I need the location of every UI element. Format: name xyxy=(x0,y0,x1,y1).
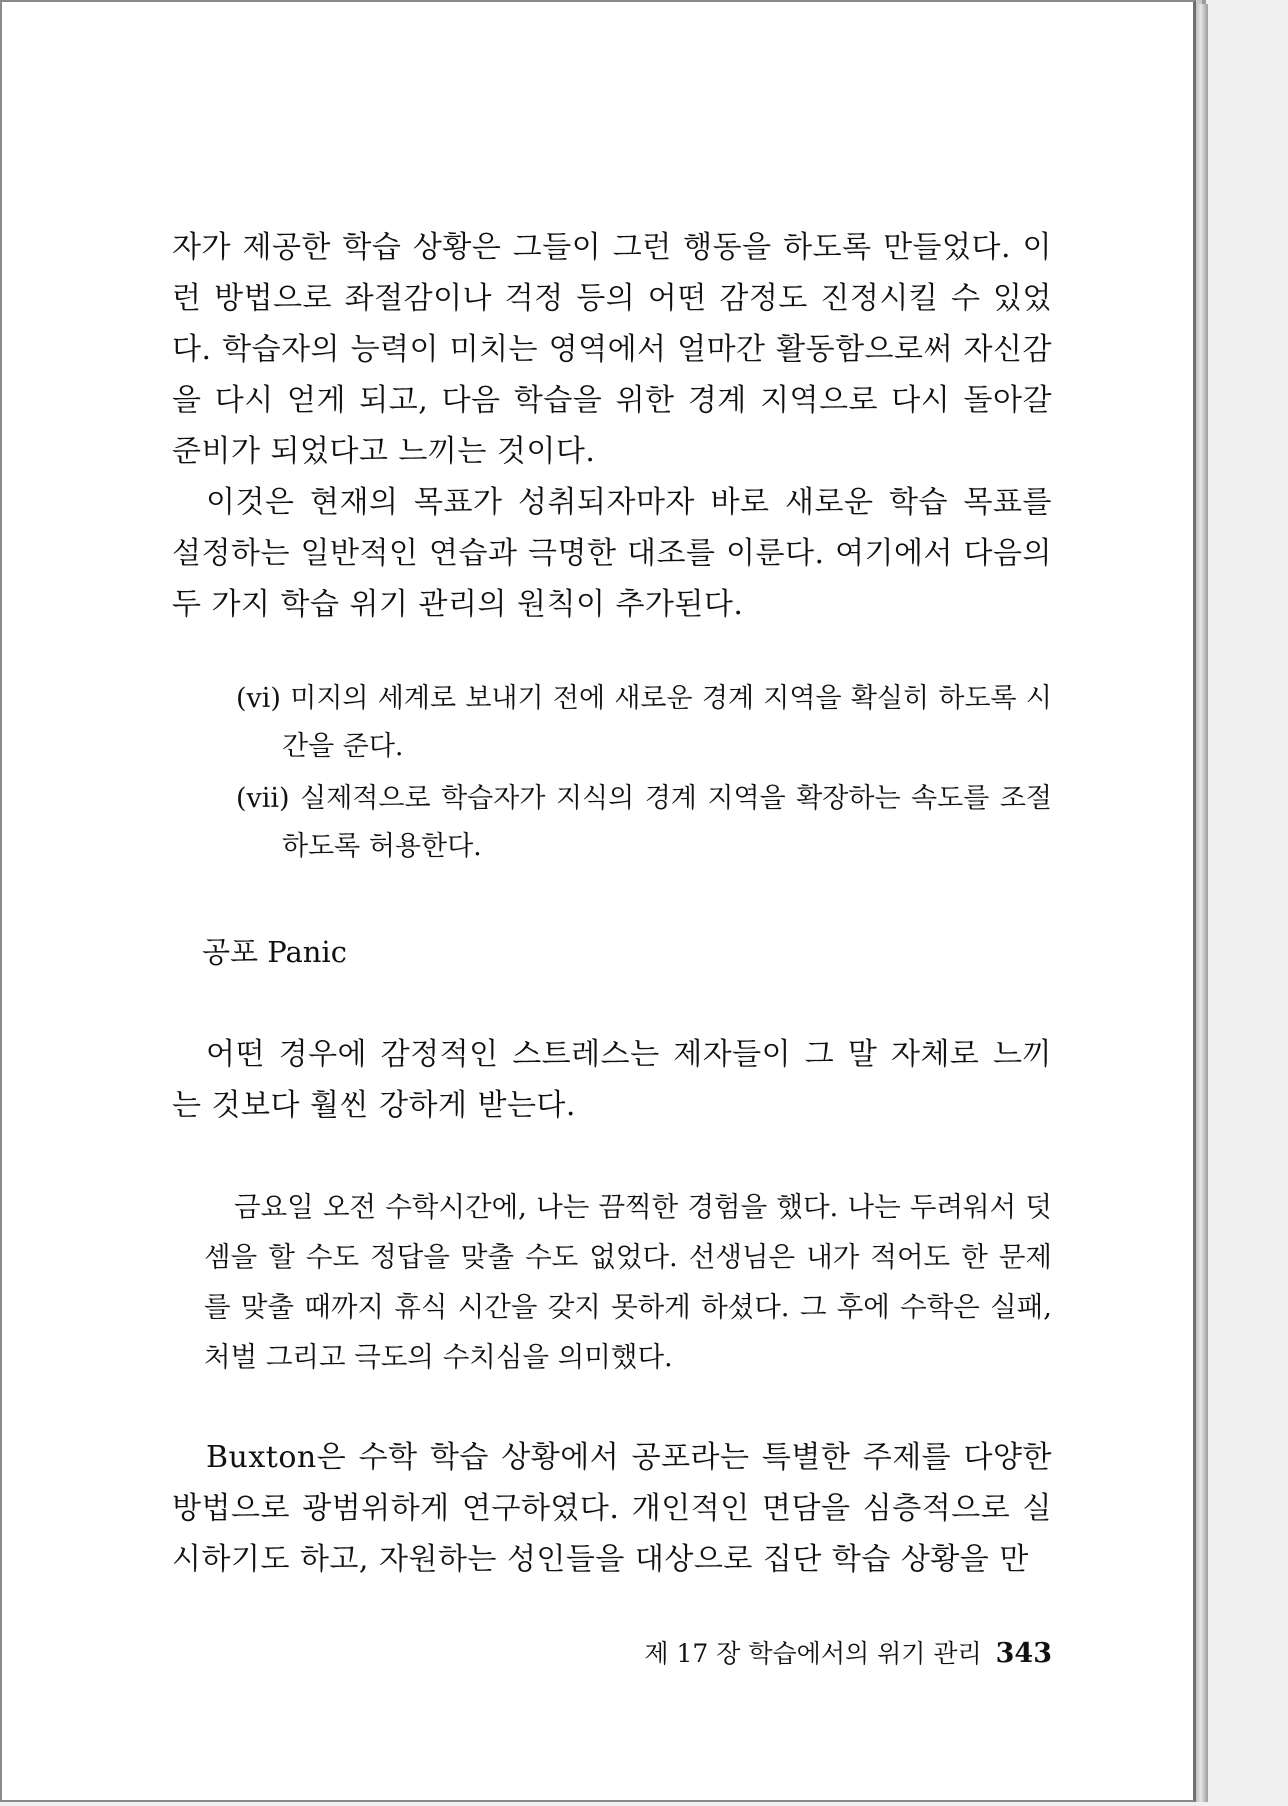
principle-label: (vii) xyxy=(236,783,290,814)
page-number: 343 xyxy=(995,1638,1052,1669)
running-footer xyxy=(644,1634,1052,1674)
principle-item-vii xyxy=(236,775,1052,871)
principle-text: 실제적으로 학습자가 지식의 경계 지역을 확장하는 속도를 조절하도록 허용한다. xyxy=(282,783,1052,862)
principle-text: 미지의 세계로 보내기 전에 새로운 경계 지역을 확실히 하도록 시간을 준다. xyxy=(282,683,1052,762)
paragraph-contrast: 이것은 현재의 목표가 성취되자마자 바로 새로운 학습 목표를 설정하는 일반적인 연습과 극명한 대조를 이룬다. 여기에서 다음의 두 가지 학습 위기 관리의 원칙이 추가된다. xyxy=(172,485,1052,622)
chapter-title: 제 17 장 학습에서의 위기 관리 xyxy=(644,1639,982,1668)
block-quote-experience: 금요일 오전 수학시간에, 나는 끔찍한 경험을 했다. 나는 두려워서 덧셈을 할 수도 정답을 맞출 수도 없었다. 선생님은 내가 적어도 한 문제를 맞출 때까지 휴식 시간을 갖지 못하게 하셨다. 그 후에 수학은 실패, 처벌 그리고 극도의 수치심을 의미했다. xyxy=(204,1191,1052,1373)
section-heading-panic: 공포 Panic xyxy=(202,935,347,969)
page-edge-shadow xyxy=(1196,4,1208,1802)
principle-label: (vi) xyxy=(236,683,281,714)
paragraph-continued: 자가 제공한 학습 상황은 그들이 그런 행동을 하도록 만들었다. 이런 방법으로 좌절감이나 걱정 등의 어떤 감정도 진정시킬 수 있었다. 학습자의 능력이 미치는 영역에서 얼마간 활동함으로써 자신감을 다시 얻게 되고, 다음 학습을 위한 경계 지역으로 다시 돌아갈 준비가 되었다고 느끼는 것이다. xyxy=(172,230,1052,469)
paragraph-emotional-stress: 어떤 경우에 감정적인 스트레스는 제자들이 그 말 자체로 느끼는 것보다 훨씬 강하게 받는다. xyxy=(172,1037,1052,1123)
paragraph-buxton: Buxton은 수학 학습 상황에서 공포라는 특별한 주제를 다양한 방법으로 광범위하게 연구하였다. 개인적인 면담을 심층적으로 실시하기도 하고, 자원하는 성인들을 대상으로 집단 학습 상황을 만 xyxy=(172,1440,1052,1577)
principle-item-vi xyxy=(236,675,1052,771)
